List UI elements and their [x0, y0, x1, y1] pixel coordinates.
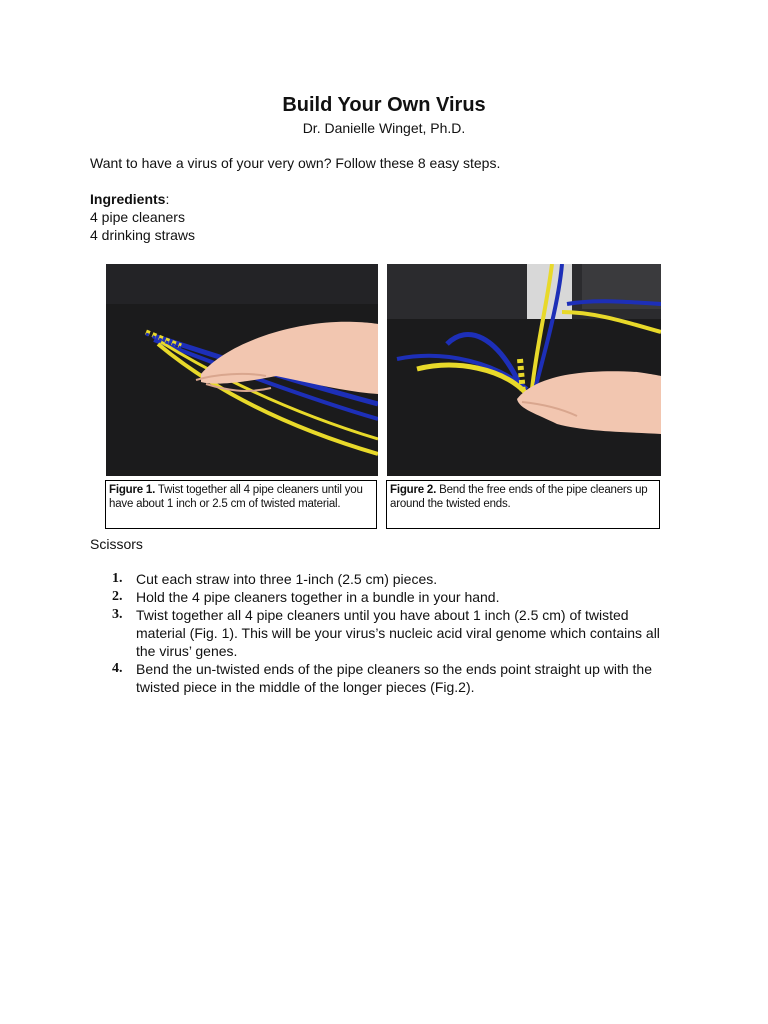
step-number: 3.: [112, 607, 123, 622]
step-item: [112, 588, 682, 606]
figure-2-caption-text: Bend the free ends of the pipe cleaners up around the twisted ends.: [390, 484, 648, 510]
figure-1-photo: [106, 264, 378, 476]
step-text: Twist together all 4 pipe cleaners until you have about 1 inch (2.5 cm) of twisted material (Fig. 1). This will be your virus’s nucleic acid viral genome which contains all the virus’ genes.: [136, 607, 660, 659]
figure-2-photo: [387, 264, 661, 476]
step-text: Bend the un-twisted ends of the pipe cleaners so the ends point straight up with the twisted piece in the middle of the longer pieces (Fig.2).: [136, 661, 652, 695]
figure-2-label: Figure 2.: [390, 484, 437, 496]
step-text: Hold the 4 pipe cleaners together in a bundle in your hand.: [136, 589, 500, 605]
figure-1-caption: [105, 480, 377, 529]
ingredient-item: 4 pipe cleaners: [90, 209, 185, 225]
ingredients-heading-label: Ingredients: [90, 191, 166, 207]
ingredient-item: 4 drinking straws: [90, 227, 196, 243]
step-item: [112, 606, 682, 660]
step-number: 1.: [112, 571, 123, 586]
step-text: Cut each straw into three 1-inch (2.5 cm) pieces.: [136, 571, 438, 587]
figure-1-label: Figure 1.: [109, 484, 156, 496]
figure-2-illustration: [387, 264, 661, 476]
step-number: 4.: [112, 661, 123, 676]
ingredients-heading-colon: :: [165, 191, 170, 207]
author-line: Dr. Danielle Winget, Ph.D.: [302, 120, 466, 136]
figure-1-illustration: [106, 264, 378, 476]
step-item: [112, 570, 682, 588]
intro-text: Want to have a virus of your very own? Follow these 8 easy steps.: [90, 155, 501, 171]
figure-2-caption: [386, 480, 660, 529]
step-item: [112, 660, 682, 696]
tool-item: Scissors: [90, 536, 143, 552]
step-number: 2.: [112, 589, 123, 604]
ingredients-heading: [90, 191, 169, 207]
steps-list: [112, 570, 682, 696]
figure-1-caption-text: Twist together all 4 pipe cleaners until you have about 1 inch or 2.5 cm of twisted material.: [109, 484, 363, 510]
page-title: Build Your Own Virus: [282, 94, 486, 116]
